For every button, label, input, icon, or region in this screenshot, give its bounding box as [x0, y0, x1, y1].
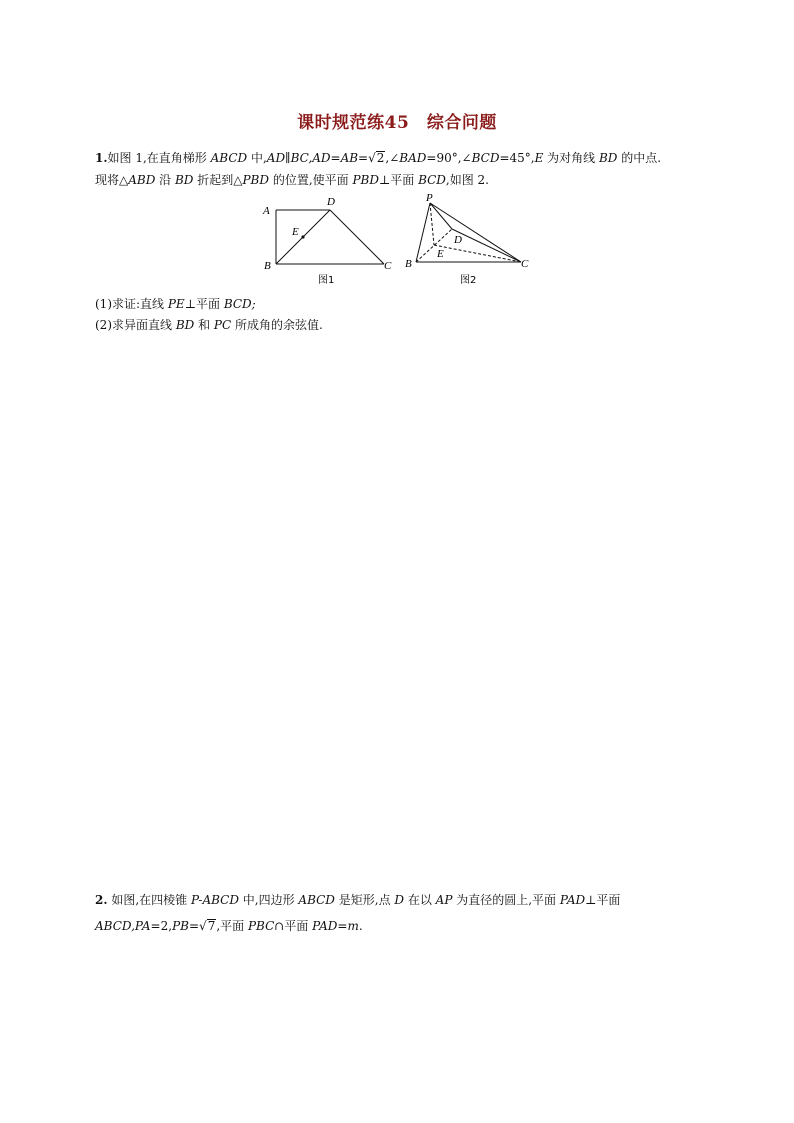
figure-1-trapezoid [255, 192, 400, 287]
q2-text: = [337, 919, 348, 933]
q2-text: P-ABCD [190, 893, 239, 907]
q1-text: 折起到△ [193, 173, 243, 187]
q1-text: ,如图 2. [445, 173, 490, 187]
q2-line1 [95, 892, 620, 908]
segment-PE-hidden [430, 203, 434, 245]
q1-number: 1. [95, 151, 108, 165]
q1-part2-text: (2)求异面直线 [95, 318, 176, 332]
q2-text: 中,四边形 [238, 893, 299, 907]
q2-text: PAD [559, 893, 586, 907]
q2-text: = [188, 919, 200, 933]
q2-text: PBC [247, 919, 275, 933]
q1-text: BCD [471, 151, 500, 165]
label-D: D [454, 234, 462, 246]
label-B: B [405, 258, 412, 270]
q1-part2-text: PC [213, 318, 232, 332]
edge-PB [416, 203, 430, 262]
q1-line1: 1.如图 1,在直角梯形 ABCD 中,AD∥BC,AD=AB=√2,∠BAD=90°,∠BCD=45°,E 为对角线 BD 的中点. [95, 151, 662, 165]
q2-text: . [358, 919, 363, 933]
edge-PD [430, 203, 452, 229]
edge-DC [330, 210, 384, 264]
sqrt-radicand: 2 [376, 151, 385, 165]
q1-text: BCD [418, 173, 446, 187]
q2-text: 如图,在四棱锥 [107, 893, 191, 907]
q1-text: =90°,∠ [426, 151, 472, 165]
q1-text: BAD [399, 151, 427, 165]
label-D: D [327, 196, 335, 208]
label-B: B [264, 260, 271, 272]
q2-text: PAD [312, 919, 338, 933]
q1-text: 为对角线 [543, 151, 599, 165]
q2-text: PB [172, 919, 189, 933]
q2-line2: ABCD,PA=2,PB=√7,平面 PBC∩平面 PAD=m. [95, 919, 363, 933]
edge-DC [452, 229, 521, 262]
label-P: P [426, 192, 433, 204]
q2-text: 是矩形,点 [334, 893, 395, 907]
q1-text: E [534, 151, 544, 165]
q1-text: BD [174, 173, 194, 187]
q2-text: ∩平面 [274, 919, 313, 933]
q1-text: PBD [242, 173, 269, 187]
q2-text: 为直径的圆上,平面 [452, 893, 560, 907]
q1-text: ABCD [210, 151, 248, 165]
q2-text: =2, [150, 919, 173, 933]
q2-text: D [394, 893, 405, 907]
point-E [301, 235, 304, 238]
q2-text: ABCD [298, 893, 335, 907]
q1-part1-text: BCD; [223, 297, 256, 311]
q1-text: 的中点. [617, 151, 662, 165]
q2-text: 在以 [404, 893, 436, 907]
q1-text: ,∠ [385, 151, 400, 165]
q1-text: ⊥平面 [378, 173, 419, 187]
q2-text: m [347, 919, 359, 933]
q2-number: 2. [95, 893, 108, 907]
label-E: E [292, 226, 299, 238]
q1-part1-text: (1)求证:直线 [95, 297, 168, 311]
label-C: C [384, 260, 392, 272]
q2-text: ABCD,PA [95, 919, 151, 933]
q1-part2-text: BD [175, 318, 195, 332]
q1-text: 沿 [155, 173, 175, 187]
q1-text: 中, [247, 151, 267, 165]
q1-part2 [95, 317, 323, 333]
figure-2-caption: 图2 [460, 275, 477, 286]
q1-part1 [95, 296, 256, 312]
q2-text: ,平面 [216, 919, 248, 933]
figure-1-caption: 图1 [318, 275, 335, 286]
label-A: A [263, 205, 270, 217]
q1-line2 [95, 172, 489, 188]
q1-text: =45°, [499, 151, 535, 165]
label-C: C [521, 258, 529, 270]
q2-text: ⊥平面 [585, 893, 621, 907]
q1-text: 的位置,使平面 [269, 173, 353, 187]
q1-text: 现将△ [95, 173, 129, 187]
figure-2-tetrahedron [400, 192, 540, 287]
q1-text: BD [598, 151, 618, 165]
page-title: 课时规范练45 综合问题 [297, 113, 497, 133]
q1-text: AD∥BC,AD=AB= [266, 151, 369, 165]
q1-text: ABD [128, 173, 156, 187]
q1-text: 如图 1,在直角梯形 [107, 151, 211, 165]
q1-text: PBD [352, 173, 379, 187]
q1-part2-text: 所成角的余弦值. [231, 318, 323, 332]
q1-part1-text: PE [167, 297, 185, 311]
q1-part1-text: ⊥平面 [184, 297, 224, 311]
sqrt-radicand: 7 [207, 919, 216, 933]
q1-part2-text: 和 [194, 318, 214, 332]
label-E: E [437, 248, 444, 260]
q2-text: AP [435, 893, 453, 907]
